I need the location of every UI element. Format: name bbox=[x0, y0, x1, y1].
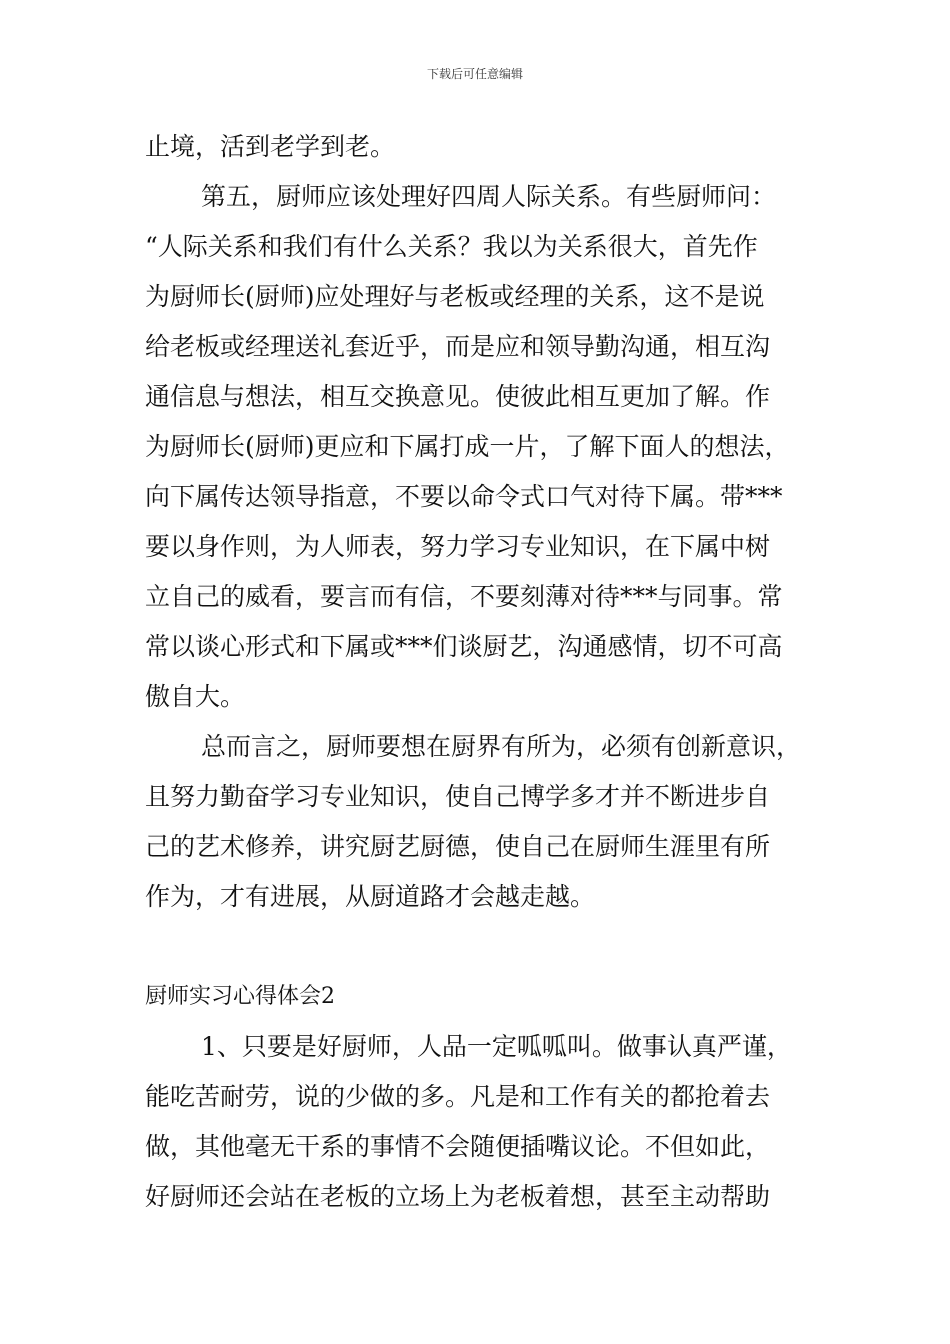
section-title: 厨师实习心得体会2 bbox=[145, 984, 335, 1009]
text-line: 作为，才有进展，从厨道路才会越走越。 bbox=[145, 882, 596, 911]
document-body bbox=[145, 122, 835, 1222]
text-line: 为厨师长(厨师)应处理好与老板或经理的关系，这不是说 bbox=[145, 282, 765, 311]
text-line: 总而言之，厨师要想在厨界有所为，必须有创新意识， bbox=[201, 732, 802, 761]
text-line: “人际关系和我们有什么关系？我以为关系很大，首先作 bbox=[145, 232, 758, 261]
text-line: 好厨师还会站在老板的立场上为老板着想，甚至主动帮助 bbox=[145, 1182, 771, 1211]
text-line: 常以谈心形式和下属或***们谈厨艺，沟通感情，切不可高 bbox=[145, 632, 783, 661]
blank-line bbox=[145, 922, 835, 972]
text-line: 通信息与想法，相互交换意见。使彼此相互更加了解。作 bbox=[145, 382, 771, 411]
text-line: 第五，厨师应该处理好四周人际关系。有些厨师问： bbox=[201, 182, 777, 211]
text-line: 向下属传达领导指意，不要以命令式口气对待下属。带*** bbox=[145, 482, 783, 511]
text-line: 己的艺术修养，讲究厨艺厨德，使自己在厨师生涯里有所 bbox=[145, 832, 771, 861]
text-line: 能吃苦耐劳，说的少做的多。凡是和工作有关的都抢着去 bbox=[145, 1082, 771, 1111]
page-header: 下载后可任意编辑 bbox=[426, 67, 523, 81]
paragraph-4 bbox=[145, 1022, 835, 1222]
text-line: 且努力勤奋学习专业知识，使自己博学多才并不断进步自 bbox=[145, 782, 771, 811]
paragraph-1 bbox=[145, 122, 835, 172]
text-line: 给老板或经理送礼套近乎，而是应和领导勤沟通，相互沟 bbox=[145, 332, 771, 361]
text-line: 要以身作则，为人师表，努力学习专业知识，在下属中树 bbox=[145, 532, 771, 561]
text-line: 傲自大。 bbox=[145, 682, 246, 711]
paragraph-2 bbox=[145, 172, 835, 722]
text-line: 止境，活到老学到老。 bbox=[145, 132, 396, 161]
text-line: 立自己的威看，要言而有信，不要刻薄对待***与同事。常 bbox=[145, 582, 783, 611]
text-line: 做，其他毫无干系的事情不会随便插嘴议论。不但如此， bbox=[145, 1132, 771, 1161]
text-line: 为厨师长(厨师)更应和下属打成一片，了解下面人的想法， bbox=[145, 432, 790, 461]
text-line: 1、只要是好厨师，人品一定呱呱叫。做事认真严谨， bbox=[201, 1032, 792, 1061]
paragraph-3 bbox=[145, 722, 835, 922]
